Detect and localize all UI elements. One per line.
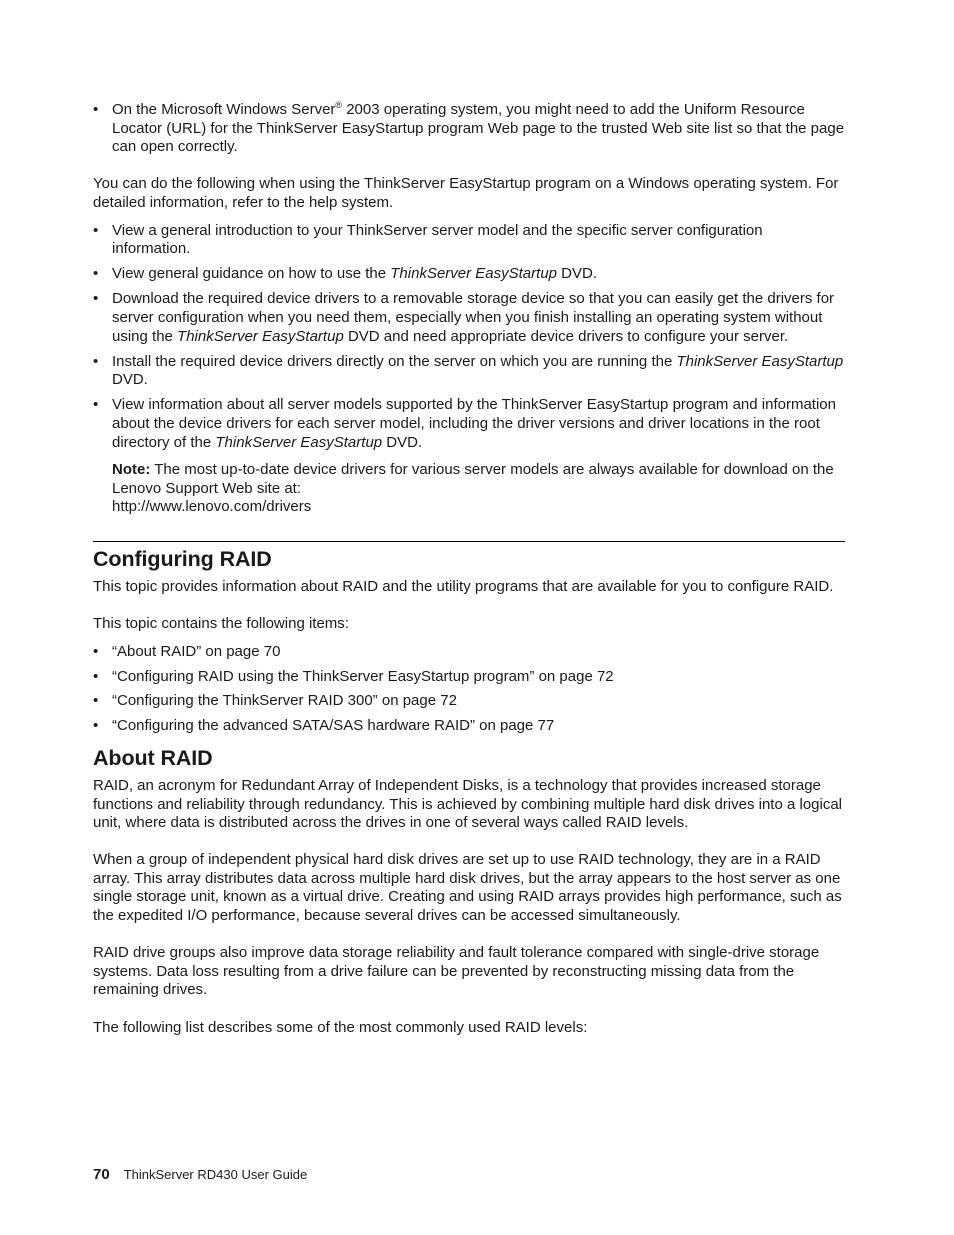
os-note-list	[93, 101, 845, 157]
heading-configuring-raid: Configuring RAID	[93, 546, 272, 571]
list-item	[93, 101, 845, 157]
page-number: 70	[93, 1166, 110, 1183]
topic-link[interactable]: • “Configuring RAID using the ThinkServer EasyStartup program” on page 72	[93, 668, 845, 687]
note-text: The most up-to-date device drivers for various server models are always available for download on the Lenovo Support Web site at:	[112, 461, 834, 497]
topic-link[interactable]: • “About RAID” on page 70	[93, 643, 845, 662]
intro-paragraph: You can do the following when using the ThinkServer EasyStartup program on a Windows operating system. For detailed information, refer to the help system.	[93, 175, 839, 211]
product-name: ThinkServer EasyStartup	[177, 327, 344, 345]
topic-link[interactable]: • “Configuring the advanced SATA/SAS hardware RAID” on page 77	[93, 717, 845, 736]
topic-link-list	[93, 643, 845, 736]
configuring-paragraph: This topic provides information about RAID and the utility programs that are available for you to configure RAID.	[93, 577, 834, 595]
registered-mark: ®	[335, 100, 343, 110]
product-name: ThinkServer EasyStartup	[676, 352, 844, 370]
list-item: • Download the required device drivers to a removable storage device so that you can easily get the drivers for server configuration when you need them, especially when you finish installing an operating system without using the ThinkServer EasyStartup DVD and need appropriate device drivers to configure your server.	[93, 290, 845, 346]
section-divider	[93, 541, 845, 572]
list-item: • View information about all server models supported by the ThinkServer EasyStartup program and information about the device drivers for each server model, including the driver versions and driver locations in the root directory of the ThinkServer EasyStartup DVD.	[93, 396, 845, 452]
contents-intro: This topic contains the following items:	[93, 615, 349, 633]
guide-title: ThinkServer RD430 User Guide	[123, 1167, 308, 1182]
drivers-url[interactable]: http://www.lenovo.com/drivers	[112, 498, 312, 516]
about-paragraph-2: When a group of independent physical hard disk drives are set up to use RAID technology, they are in a RAID array. This array distributes data across multiple hard disk drives, but the array appears to the host server as one single storage unit, known as a virtual drive. Creating and using RAID arrays provides high performance, such as the expedited I/O performance, because several drives can be accessed simultaneously.	[93, 851, 842, 925]
list-item-text: On the Microsoft Windows Server	[112, 101, 336, 118]
list-item: • Install the required device drivers directly on the server on which you are running the ThinkServer EasyStartup DVD.	[93, 353, 845, 390]
about-paragraph-3: RAID drive groups also improve data storage reliability and fault tolerance compared with single-drive storage systems. Data loss resulting from a drive failure can be prevented by reconstructing missing data from the remaining drives.	[93, 944, 820, 999]
list-item: • View general guidance on how to use the ThinkServer EasyStartup DVD.	[93, 265, 845, 284]
product-name: ThinkServer EasyStartup	[390, 265, 558, 283]
heading-about-raid: About RAID	[93, 745, 213, 770]
note-block	[93, 461, 845, 517]
page-footer	[93, 1166, 307, 1184]
list-item-text: 2003 operating system, you might need to add the Uniform Resource Locator (URL) for the ThinkServer EasyStartup program Web page to the trusted Web site list so that the page can open correctly.	[112, 101, 845, 156]
about-paragraph-4: The following list describes some of the most commonly used RAID levels:	[93, 1018, 588, 1036]
about-paragraph-1: RAID, an acronym for Redundant Array of Independent Disks, is a technology that provides increased storage functions and reliability through redundancy. This is achieved by combining multiple hard disk drives into a logical unit, where data is distributed across the drives in one of several ways called RAID levels.	[93, 776, 843, 832]
note-label: Note:	[112, 461, 151, 479]
feature-list	[93, 222, 845, 453]
topic-link[interactable]: • “Configuring the ThinkServer RAID 300” on page 72	[93, 692, 845, 711]
product-name: ThinkServer EasyStartup	[215, 433, 383, 451]
page-content	[93, 101, 845, 1037]
list-item: • View a general introduction to your ThinkServer server model and the specific server configuration information.	[93, 222, 845, 259]
